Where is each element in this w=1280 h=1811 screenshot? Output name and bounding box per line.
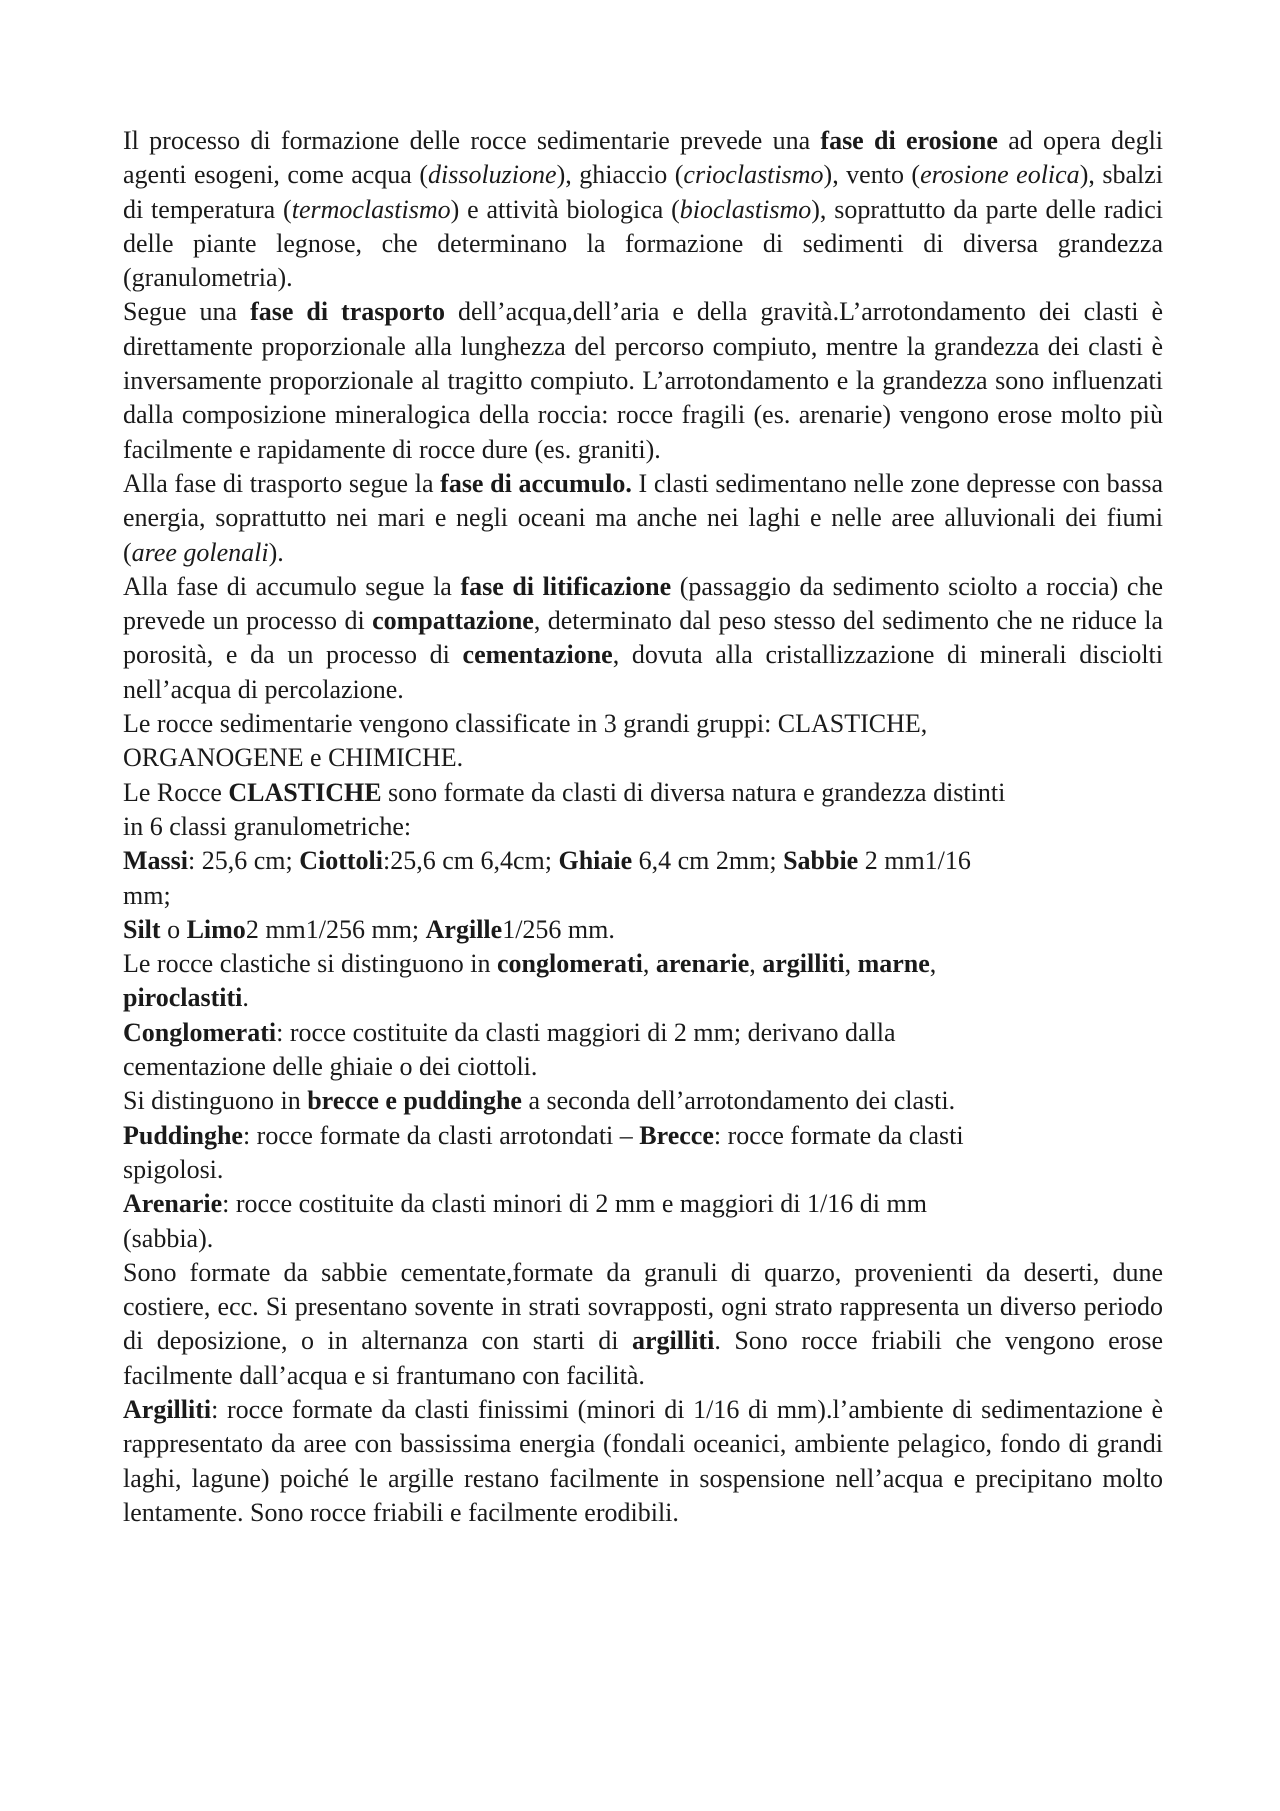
text-run: 1/256 mm.: [502, 914, 615, 944]
text-run: Sono formate da sabbie cementate,formate da granuli di quarzo, provenienti da deserti, dune costiere, ecc. Si presentano sovente in strati sovrapposti, ogni strato rappresenta un diverso periodo di deposizione, o in alternanza con starti di: [123, 1257, 1163, 1356]
bold-term: Massi: [123, 846, 188, 876]
bold-term: brecce e puddinghe: [307, 1086, 522, 1116]
bold-term: piroclastiti: [123, 983, 243, 1013]
bold-term: Arenarie: [123, 1189, 223, 1219]
bold-term: Ghiaie: [558, 846, 633, 876]
italic-term: termoclastismo: [291, 194, 451, 224]
bold-term: argilliti: [762, 949, 845, 979]
document-body: [123, 124, 1163, 1530]
bold-term: fase di litificazione: [460, 571, 672, 601]
text-run: ), soprattutto da parte delle radici delle piante legnose, che determinano la formazione di sedimenti di diversa grandezza (granulometria).: [123, 194, 1164, 293]
bold-term: arenarie: [655, 949, 750, 979]
text-run: ,: [929, 949, 937, 979]
text-run: Alla fase di trasporto segue la: [123, 468, 441, 498]
text-run: cementazione delle ghiaie o dei ciottoli.: [123, 1052, 538, 1082]
text-run: I clasti sedimentano nelle zone depresse con bassa energia, soprattutto nei mari e negli oceani ma anche nei laghi e nelle aree alluvionali dei fiumi (: [123, 468, 1164, 567]
italic-term: crioclastismo: [683, 160, 824, 190]
text-run: 2 mm1/16: [858, 846, 971, 876]
text-run: ).: [268, 537, 284, 567]
text-run: : rocce formate da clasti: [713, 1120, 964, 1150]
paragraph-classi-granulometriche: [123, 844, 1163, 913]
text-run: 6,4 cm 2mm;: [632, 846, 784, 876]
text-run: ) e attività biologica (: [450, 194, 680, 224]
text-run: ), vento (: [823, 160, 921, 190]
paragraph-accumulo: [123, 467, 1163, 570]
paragraph-litificazione: [123, 570, 1163, 707]
italic-term: erosione eolica: [920, 160, 1080, 190]
text-run: ORGANOGENE e CHIMICHE.: [123, 743, 464, 773]
text-run: Si distinguono in: [123, 1086, 308, 1116]
italic-term: aree golenali: [131, 537, 269, 567]
text-run: o: [160, 914, 187, 944]
italic-term: dissoluzione: [427, 160, 557, 190]
paragraph-tipi-clastiche: [123, 947, 1163, 1016]
bold-term: cementazione: [462, 640, 613, 670]
bold-term: Limo: [186, 914, 246, 944]
bold-term: conglomerati: [497, 949, 643, 979]
text-run: , determinato dal peso stesso del sedimento che ne riduce la porosità, e da un processo di: [123, 606, 1163, 670]
paragraph-argilliti: [123, 1393, 1163, 1530]
paragraph-silt-argille: [123, 913, 1163, 947]
text-run: Le rocce clastiche si distinguono in: [123, 949, 498, 979]
text-run: Le Rocce: [123, 777, 229, 807]
text-run: : rocce costituite da clasti maggiori di 2 mm; derivano dalla: [276, 1017, 896, 1047]
text-run: Il processo di formazione delle rocce sedimentarie prevede una: [123, 126, 821, 155]
text-run: in 6 classi granulometriche:: [123, 811, 412, 841]
text-run: Le rocce sedimentarie vengono classificate in 3 grandi gruppi: CLASTICHE,: [123, 709, 928, 739]
text-run: dell’acqua,dell’aria e della gravità.L’arrotondamento dei clasti è direttamente proporzionale alla lunghezza del percorso compiuto, mentre la grandezza dei clasti è inversamente proporzionale al tragitto compiuto. L’arrotondamento e la grandezza sono influenzati dalla composizione mineralogica della roccia: rocce fragili (es. arenarie) vengono erose molto più facilmente e rapidamente di rocce dure (es. graniti).: [123, 297, 1163, 464]
text-run: spigolosi.: [123, 1154, 224, 1184]
bold-term: marne: [857, 949, 930, 979]
paragraph-brecce-puddinghe: [123, 1084, 1163, 1118]
paragraph-clastiche: [123, 776, 1163, 845]
paragraph-classificazione: [123, 707, 1163, 776]
text-run: (passaggio da sedimento sciolto a roccia) che prevede un processo di: [123, 571, 1164, 636]
text-run: (sabbia).: [123, 1223, 214, 1253]
text-run: 2 mm1/256 mm;: [245, 914, 426, 944]
text-run: . Sono rocce friabili che vengono erose facilmente dall’acqua e si frantumano con facilità.: [123, 1326, 1163, 1390]
bold-term: fase di erosione: [820, 126, 998, 155]
text-run: Segue una: [123, 297, 251, 327]
text-run: ), ghiaccio (: [556, 160, 684, 190]
paragraph-arenarie: [123, 1187, 1163, 1256]
bold-term: Conglomerati: [123, 1017, 277, 1047]
paragraph-trasporto: [123, 295, 1163, 466]
bold-term: fase di trasporto: [250, 297, 446, 327]
text-run: :25,6 cm 6,4cm;: [382, 846, 559, 876]
text-run: , dovuta alla cristallizzazione di minerali disciolti nell’acqua di percolazione.: [123, 640, 1164, 704]
text-run: Alla fase di accumulo segue la: [123, 571, 461, 601]
paragraph-puddinghe: [123, 1119, 1163, 1188]
text-run: ,: [749, 949, 763, 979]
bold-term: Brecce: [639, 1120, 714, 1150]
bold-term: Argilliti: [123, 1394, 212, 1424]
text-run: mm;: [123, 880, 171, 910]
paragraph-erosione: [123, 124, 1163, 295]
text-run: : 25,6 cm;: [188, 846, 300, 876]
text-run: ), sbalzi di temperatura (: [123, 160, 1163, 224]
paragraph-conglomerati: [123, 1016, 1163, 1085]
text-run: .: [242, 983, 249, 1013]
bold-term: CLASTICHE: [228, 777, 382, 807]
bold-term: fase di accumulo.: [440, 468, 632, 498]
italic-term: bioclastismo: [679, 194, 812, 224]
text-run: sono formate da clasti di diversa natura e grandezza distinti: [381, 777, 1006, 807]
bold-term: Puddinghe: [123, 1120, 243, 1150]
text-run: a seconda dell’arrotondamento dei clasti.: [521, 1086, 956, 1116]
text-run: : rocce costituite da clasti minori di 2 mm e maggiori di 1/16 di mm: [222, 1189, 927, 1219]
bold-term: Ciottoli: [299, 846, 383, 876]
bold-term: Sabbie: [783, 846, 859, 876]
bold-term: argilliti: [631, 1326, 715, 1356]
paragraph-sabbie-cementate: [123, 1256, 1163, 1393]
text-run: ,: [642, 949, 656, 979]
text-run: ,: [844, 949, 858, 979]
text-run: : rocce formate da clasti arrotondati –: [242, 1120, 640, 1150]
text-run: : rocce formate da clasti finissimi (minori di 1/16 di mm).l’ambiente di sedimentazione è rappresentato da aree con bassissima energia (fondali oceanici, ambiente pelagico, fondo di grandi laghi, lagune) poiché le argille restano facilmente in sospensione nell’acqua e precipitano molto lentamente. Sono rocce friabili e facilmente erodibili.: [123, 1394, 1163, 1527]
bold-term: Silt: [123, 914, 161, 944]
bold-term: Argille: [425, 914, 503, 944]
bold-term: compattazione: [372, 606, 534, 636]
text-run: ad opera degli agenti esogeni, come acqua (: [123, 126, 1164, 190]
